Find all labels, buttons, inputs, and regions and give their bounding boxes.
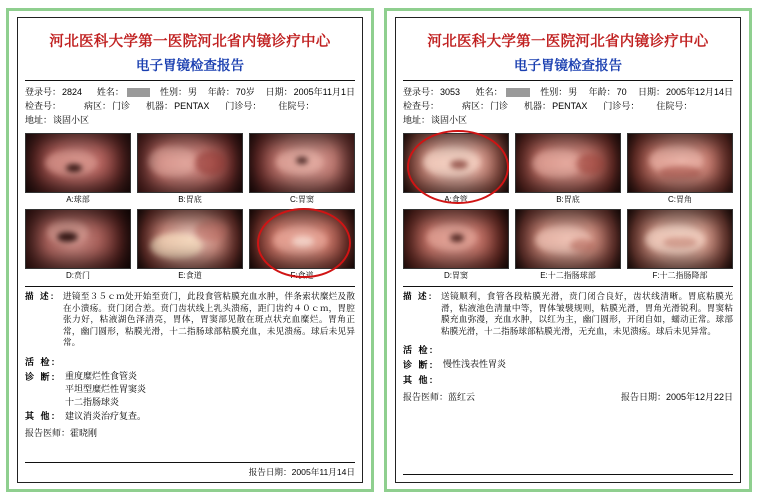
other-row <box>403 373 733 388</box>
other-label: 其 他: <box>403 375 435 385</box>
endoscopy-image[interactable] <box>137 209 243 269</box>
description-text: 送镜顺利，食管各段粘膜光滑，贲门闭合良好，齿状线清晰。胃底粘膜光滑，粘液池色清量中等，胃体皱襞规则，粘膜光滑，胃角光滑锐利。胃窦粘膜充血弥漫，充血水肿，以红为主，幽门圆形，开闭自如，蠕动正常。球部粘膜光滑，十二指肠球部粘膜光滑，无充血，未见溃疡。球后未见异常。 <box>441 291 733 336</box>
signature-row <box>403 388 733 406</box>
biopsy-row <box>403 343 733 358</box>
diagnosis-line: 十二指肠球炎 <box>65 396 120 407</box>
date-label: 日期： <box>637 87 665 97</box>
image-cell <box>25 133 131 205</box>
image-caption: C:胃角 <box>668 195 692 204</box>
description-label: 描 述: <box>25 291 56 301</box>
other-label: 其 他: <box>25 410 57 421</box>
address-label: 地址： <box>25 115 53 125</box>
report-date-label: 报告日期： <box>248 467 292 477</box>
image-caption: C:胃窦 <box>290 195 314 204</box>
description-label: 描 述: <box>403 291 434 301</box>
inpatient-no-label: 住院号： <box>656 101 693 111</box>
diagnosis-value <box>65 370 355 409</box>
image-cell <box>515 209 621 281</box>
meta-row-2 <box>25 99 355 113</box>
patient-meta <box>403 85 733 127</box>
other-row <box>25 409 355 424</box>
doctor-value: 霍晓刚 <box>70 427 98 438</box>
endoscopy-image-grid <box>25 133 355 281</box>
address-label: 地址： <box>403 115 431 125</box>
other-value <box>443 373 733 388</box>
hospital-title: 河北医科大学第一医院河北省内镜诊疗中心 <box>427 34 709 50</box>
diagnosis-row <box>403 358 733 373</box>
endoscopy-image[interactable] <box>249 133 355 193</box>
image-cell <box>137 133 243 205</box>
image-caption: F:食道 <box>290 271 314 280</box>
ward-label: 病区： <box>462 101 490 111</box>
biopsy-value <box>65 355 355 370</box>
image-caption: E:十二指肠球部 <box>540 271 596 280</box>
date-value: 2005年12月14日 <box>665 87 733 97</box>
doctor-label: 报告医师： <box>403 392 449 402</box>
age-value: 70 <box>616 87 627 97</box>
report-footer <box>403 474 733 478</box>
reg-no-label: 登录号： <box>25 87 62 97</box>
inpatient-no-label: 住院号： <box>278 101 315 111</box>
report-footer <box>25 462 355 478</box>
biopsy-label: 活 检: <box>25 356 57 367</box>
report-date-value: 2005年11月14日 <box>291 467 355 477</box>
scope-label: 机器： <box>146 101 174 111</box>
ward-label: 病区： <box>84 101 112 111</box>
image-caption: B:胃底 <box>178 195 202 204</box>
name-label: 姓名： <box>475 87 503 97</box>
image-cell <box>137 209 243 281</box>
doctor-field <box>25 426 97 439</box>
image-cell <box>515 133 621 205</box>
report-date-field <box>249 466 355 478</box>
endoscopy-image[interactable] <box>249 209 355 269</box>
image-caption: B:胃底 <box>556 195 580 204</box>
report-date-label: 报告日期： <box>620 392 666 402</box>
description-block <box>403 286 733 337</box>
ward-value: 门诊 <box>490 101 509 111</box>
age-label: 年龄： <box>588 87 616 97</box>
image-cell <box>249 209 355 281</box>
image-caption: A:球部 <box>66 195 90 204</box>
image-cell <box>25 209 131 281</box>
endoscopy-image[interactable] <box>627 133 733 193</box>
reg-no-value: 3053 <box>440 87 461 97</box>
doctor-field <box>403 390 475 403</box>
image-cell <box>403 209 509 281</box>
conclusion-fields <box>25 355 355 424</box>
endoscopy-image[interactable] <box>515 133 621 193</box>
image-caption: E:食道 <box>178 271 202 280</box>
exam-no-label: 检查号： <box>403 101 440 111</box>
name-redaction <box>127 88 150 97</box>
report-subtitle: 电子胃镜检查报告 <box>514 58 622 73</box>
biopsy-label: 活 检: <box>403 345 435 355</box>
endoscopy-image[interactable] <box>627 209 733 269</box>
endoscopy-image[interactable] <box>403 133 509 193</box>
endoscopy-image[interactable] <box>515 209 621 269</box>
age-label: 年龄： <box>207 87 235 97</box>
meta-row-2 <box>403 99 733 113</box>
report-title-block <box>403 24 733 74</box>
description-block <box>25 286 355 349</box>
address-value: 谈固小区 <box>53 115 90 125</box>
image-caption: D:贲门 <box>66 271 90 280</box>
ward-value: 门诊 <box>112 101 131 111</box>
scope-label: 机器： <box>524 101 552 111</box>
report-date-field <box>621 390 733 403</box>
endoscopy-image[interactable] <box>25 209 131 269</box>
diagnosis-line: 慢性浅表性胃炎 <box>443 359 507 369</box>
name-label: 姓名： <box>96 87 124 97</box>
description-text: 进镜至３５ｃｍ处开始至贲门，此段食管粘膜充血水肿，伴条索状糜烂及散在小溃疡。贲门闭合差。贲门齿状线上乳头溃疡，距门齿约４０ｃｍ，胃腔张力好，粘液湖色泽清亮，胃体，胃窦部见散在斑点状充血糜烂。胃角正常，幽门圆形，粘膜光滑，十二指肠球部粘膜充血，未见溃疡。球后未见异常。 <box>63 291 355 347</box>
image-cell <box>627 209 733 281</box>
other-value: 建议消炎治疗复查。 <box>65 410 147 421</box>
exam-no-label: 检查号： <box>25 101 62 111</box>
diagnosis-label: 诊 断: <box>25 371 57 382</box>
diagnosis-value <box>443 358 733 373</box>
image-caption: F:十二指肠降部 <box>652 271 708 280</box>
reg-no-label: 登录号： <box>403 87 440 97</box>
doctor-label: 报告医师： <box>25 427 71 438</box>
image-cell <box>403 133 509 205</box>
age-value: 70岁 <box>235 87 255 97</box>
report-body <box>17 17 363 483</box>
report-subtitle: 电子胃镜检查报告 <box>136 58 244 73</box>
biopsy-row <box>25 355 355 370</box>
patient-meta <box>25 85 355 127</box>
report-card-right <box>384 8 752 492</box>
report-card-left <box>6 8 374 492</box>
endoscopy-image[interactable] <box>403 209 509 269</box>
meta-row-3 <box>25 113 355 127</box>
date-value: 2005年11月1日 <box>293 87 355 97</box>
endoscopy-image-grid <box>403 133 733 281</box>
meta-row-1 <box>25 85 355 99</box>
diagnosis-label: 诊 断: <box>403 360 435 370</box>
endoscopy-image[interactable] <box>25 133 131 193</box>
doctor-value: 蓝红云 <box>448 392 476 402</box>
reg-no-value: 2824 <box>62 87 83 97</box>
sex-label: 性别： <box>159 87 187 97</box>
title-divider <box>25 80 355 81</box>
address-value: 谈固小区 <box>431 115 468 125</box>
diagnosis-line: 平坦型糜烂性胃窦炎 <box>65 383 147 394</box>
diagnosis-line: 重度糜烂性食管炎 <box>65 370 138 381</box>
sex-value: 男 <box>187 87 197 97</box>
conclusion-fields <box>403 343 733 388</box>
signature-row <box>25 424 355 442</box>
name-redaction <box>506 88 530 97</box>
sex-value: 男 <box>568 87 578 97</box>
endoscopy-image[interactable] <box>137 133 243 193</box>
biopsy-value <box>443 343 733 358</box>
image-cell <box>627 133 733 205</box>
date-label: 日期： <box>265 87 293 97</box>
meta-row-3 <box>403 113 733 127</box>
image-caption: A:食管 <box>444 195 468 204</box>
sex-label: 性别： <box>540 87 568 97</box>
meta-row-1 <box>403 85 733 99</box>
report-date-value: 2005年12月22日 <box>665 392 733 402</box>
outpatient-no-label: 门诊号： <box>225 101 262 111</box>
title-divider <box>403 80 733 81</box>
scope-value: PENTAX <box>174 101 210 111</box>
outpatient-no-label: 门诊号： <box>603 101 640 111</box>
report-title-block <box>25 24 355 74</box>
scope-value: PENTAX <box>552 101 588 111</box>
hospital-title: 河北医科大学第一医院河北省内镜诊疗中心 <box>49 34 331 50</box>
report-body <box>395 17 741 483</box>
image-caption: D:胃窦 <box>444 271 468 280</box>
image-cell <box>249 133 355 205</box>
diagnosis-row <box>25 370 355 409</box>
